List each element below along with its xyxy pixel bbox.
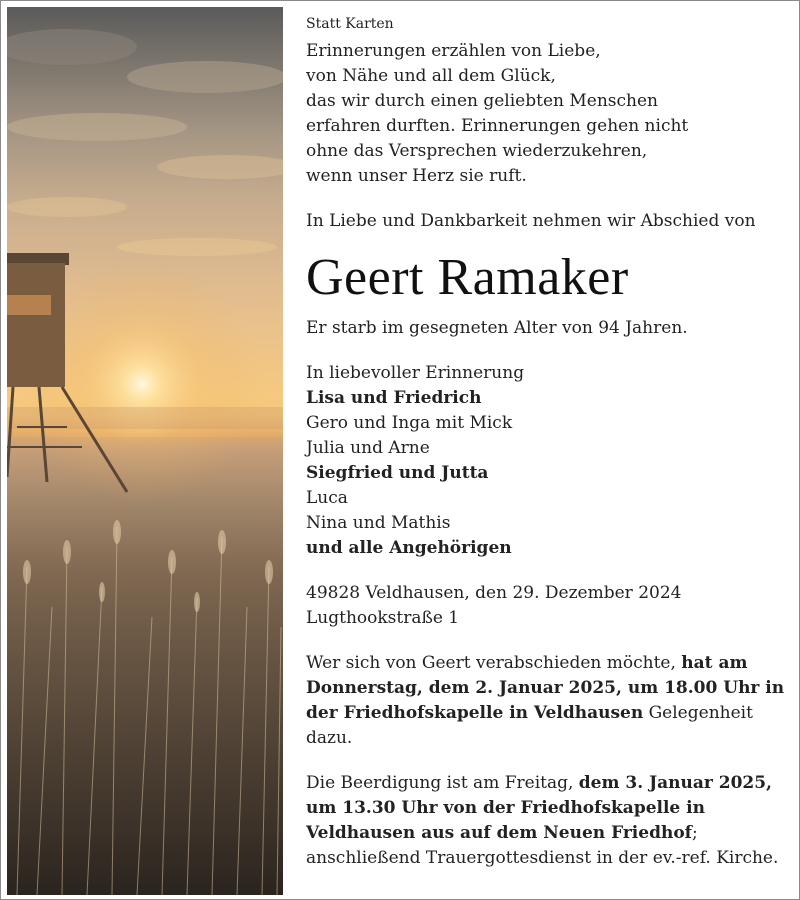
mourners-heading: In liebevoller Erinnerung (306, 363, 525, 383)
mourner-name: Julia und Arne (306, 438, 430, 458)
poem-line: erfahren durften. Erinnerungen gehen nicht (306, 116, 689, 136)
funeral-text: Die Beerdigung ist am Freitag, (306, 773, 579, 793)
funeral-text: ; anschließend Trauergottesdienst in der ev.-ref. Kirche. (306, 823, 779, 868)
address-block (306, 581, 786, 631)
farewell-text: Gelegenheit dazu. (306, 703, 753, 748)
sunrise-field-photo (7, 7, 283, 895)
age-line: Er starb im gesegneten Alter von 94 Jahren. (306, 318, 688, 338)
farewell-time-place: hat am Donnerstag, dem 2. Januar 2025, um 18.00 Uhr in der Friedhofskapelle in Veldhausen (306, 653, 785, 723)
funeral-paragraph (306, 771, 786, 871)
mourner-name: Gero und Inga mit Mick (306, 413, 513, 433)
mourner-name: Nina und Mathis (306, 513, 451, 533)
funeral-time-place: dem 3. Januar 2025, um 13.30 Uhr von der Friedhofskapelle in Veldhausen aus auf dem Neuen Friedhof (306, 773, 772, 843)
clouds (7, 29, 283, 256)
street: Lugthookstraße 1 (306, 608, 460, 628)
deceased-name: Geert Ramaker (306, 249, 629, 306)
poem-line: ohne das Versprechen wiederzukehren, (306, 141, 648, 161)
mourner-name: Siegfried und Jutta (306, 463, 489, 483)
farewell-paragraph (306, 651, 786, 751)
mourner-name: und alle Angehörigen (306, 538, 512, 558)
place-date: 49828 Veldhausen, den 29. Dezember 2024 (306, 583, 682, 603)
farewell-text: Wer sich von Geert verabschieden möchte, (306, 653, 682, 673)
poem-line: Erinnerungen erzählen von Liebe, (306, 41, 601, 61)
poem-line: das wir durch einen geliebten Menschen (306, 91, 658, 111)
poem (306, 39, 786, 189)
intro-line: In Liebe und Dankbarkeit nehmen wir Abschied von (306, 211, 756, 231)
mourner-name: Lisa und Friedrich (306, 388, 482, 408)
poem-line: wenn unser Herz sie ruft. (306, 166, 527, 186)
notice-text (306, 15, 786, 871)
poem-line: von Nähe und all dem Glück, (306, 66, 556, 86)
header-label: Statt Karten (306, 16, 394, 32)
mourners-list (306, 361, 786, 561)
mourner-name: Luca (306, 488, 348, 508)
